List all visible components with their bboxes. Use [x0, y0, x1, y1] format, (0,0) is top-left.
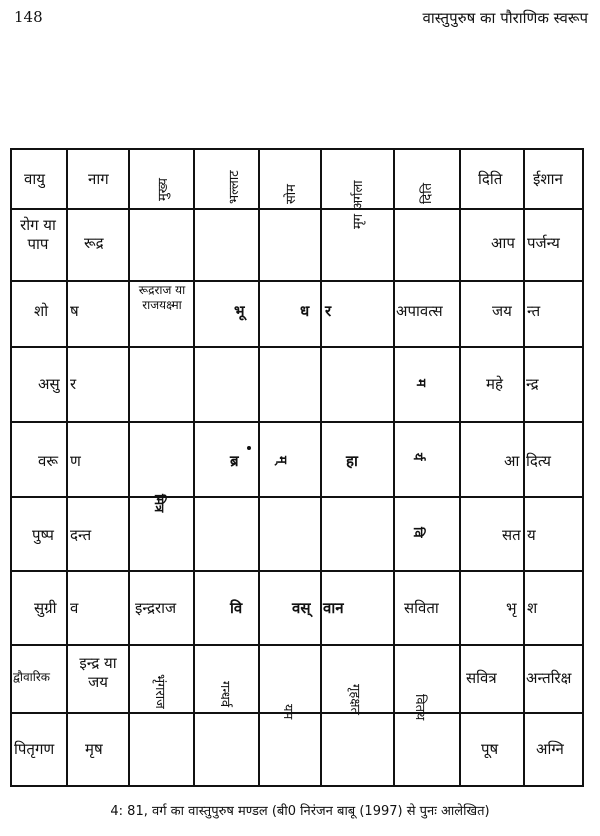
cell-satya-a: सत	[502, 526, 521, 544]
cell-naag: नाग	[88, 170, 109, 188]
grid-line	[10, 644, 583, 646]
cell-rudraraj: रूद्रराज या राजयक्ष्मा	[138, 283, 186, 312]
cell-aditya-b: दित्य	[526, 452, 551, 470]
grid-line	[10, 346, 583, 348]
grid-line	[128, 148, 130, 787]
cell-pushpadant-a: पुष्प	[32, 526, 54, 544]
cell-pitrigan: पितृगण	[14, 740, 55, 758]
cell-aditya-a: आ	[504, 452, 520, 470]
cell-ma-char: म	[413, 379, 428, 387]
grid-line	[393, 148, 395, 787]
grid-line	[10, 148, 583, 150]
cell-bhringraj: भृंगराज	[152, 674, 167, 709]
cell-mahendra-a: महे	[486, 375, 503, 393]
grid-line	[459, 148, 461, 787]
cell-varun-b: ण	[70, 452, 81, 470]
cell-apavatsa: अपावत्स	[396, 302, 443, 320]
cell-bhu: भू	[234, 302, 245, 320]
grid-line	[10, 208, 583, 210]
cell-mriga-argala: मृग अर्गला	[351, 180, 366, 229]
cell-shosh-a: शो	[34, 302, 49, 320]
cell-ishan: ईशान	[533, 170, 563, 188]
cell-push: पूष	[481, 740, 499, 758]
cell-bhrish-a: भृ	[506, 599, 517, 617]
cell-dauvarik: द्वौवारिक	[13, 670, 51, 684]
cell-satya-b: य	[527, 526, 536, 544]
cell-asur-b: र	[70, 375, 77, 393]
cell-soma: सोम	[284, 184, 299, 204]
cell-vitath: वितथ	[412, 694, 427, 721]
cell-mitra: मित्र	[151, 494, 166, 513]
grid-line	[582, 148, 584, 787]
cell-asur-a: असु	[38, 375, 60, 393]
cell-antariksh: अन्तरिक्ष	[526, 669, 572, 687]
cell-rudra: रूद्र	[84, 234, 104, 252]
grid-line	[66, 148, 68, 787]
cell-mha: म्	[274, 456, 289, 464]
cell-savitra: सवित्र	[466, 669, 497, 687]
cell-grihakshat: गृहक्षत	[347, 684, 362, 715]
cell-pushpadant-b: दन्त	[70, 526, 92, 544]
running-title: वास्तुपुरुष का पौराणिक स्वरूप	[422, 9, 588, 27]
cell-parjanya: पर्जन्य	[527, 234, 560, 252]
cell-bhrish-b: श	[527, 599, 538, 617]
figure-caption: 4: 81, वर्ग का वास्तुपुरुष मण्डल (बी0 निरंजन बाबू (1997) से पुनः आलेखित)	[110, 804, 490, 819]
cell-dha: ध	[300, 302, 310, 320]
cell-sugriv-b: व	[70, 599, 79, 617]
cell-diti: दिति	[478, 170, 503, 188]
grid-line	[10, 496, 583, 498]
grid-line	[523, 148, 525, 787]
cell-agni: अग्नि	[536, 740, 564, 758]
cell-mahendra-b: न्द्र	[526, 375, 539, 393]
cell-indraraj: इन्द्रराज	[135, 599, 177, 617]
cell-vayu: वायु	[24, 170, 45, 188]
cell-jayant-b: न्त	[527, 302, 541, 320]
cell-jayant-a: जय	[492, 302, 512, 320]
cell-sugriv-a: सुग्री	[34, 599, 57, 617]
grid-line	[258, 148, 260, 787]
cell-vas: वस्	[292, 599, 311, 617]
cell-savita: सविता	[404, 599, 439, 617]
cell-vivasvan-char: वि	[410, 527, 425, 538]
cell-mukhya: मुख्य	[156, 178, 171, 201]
grid-line	[10, 570, 583, 572]
cell-shosh-b: ष	[70, 302, 79, 320]
cell-yam: यम	[280, 704, 295, 720]
grid-line	[10, 785, 583, 787]
cell-aryama-char: र्य	[410, 453, 425, 461]
cell-rog-ya-paap: रोग या पाप	[20, 216, 56, 253]
grid-line	[10, 280, 583, 282]
cell-mrish: मृष	[85, 740, 103, 758]
cell-gandharva: गन्धर्व	[217, 681, 232, 708]
grid-line	[10, 421, 583, 423]
cell-vi: वि	[230, 599, 243, 617]
cell-ra: र	[325, 302, 332, 320]
anusvara-dot	[247, 446, 251, 450]
cell-diti-vertical: दिति	[420, 182, 435, 204]
grid-line	[320, 148, 322, 787]
cell-ha: हा	[346, 452, 358, 470]
grid-line	[193, 148, 195, 787]
cell-indra-ya-jay: इन्द्र या जय	[79, 654, 117, 691]
cell-bra: ब्र	[230, 452, 239, 470]
cell-aap: आप	[491, 234, 515, 252]
page-number: 148	[14, 8, 43, 26]
cell-bhallat: भल्लाट	[227, 170, 242, 204]
cell-vaan: वान	[323, 599, 344, 617]
cell-varun-a: वरू	[38, 452, 58, 470]
